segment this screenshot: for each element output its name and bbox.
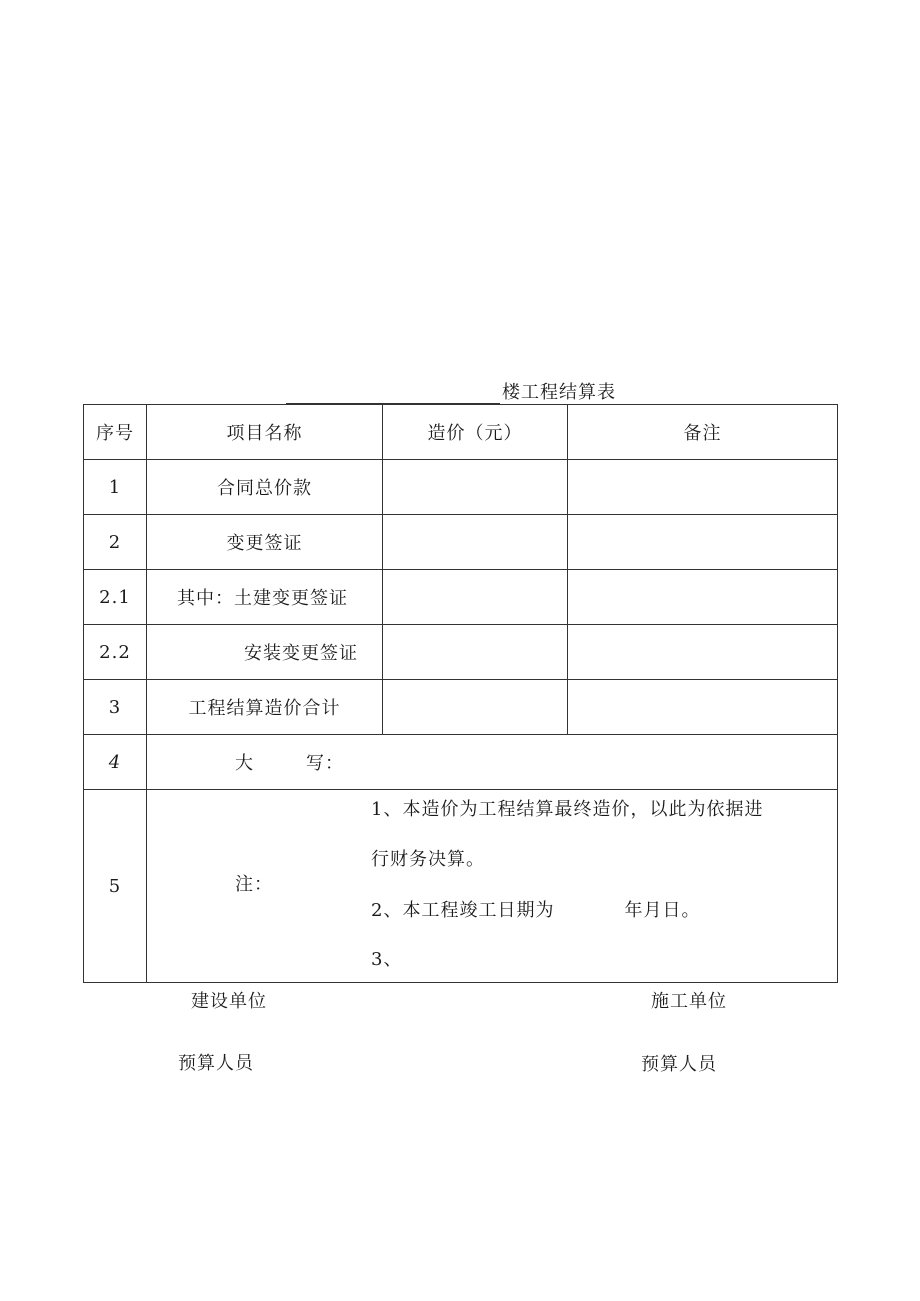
- row-seq: 2.1: [84, 570, 147, 625]
- row-seq: 2.2: [84, 625, 147, 680]
- row-cost-cell[interactable]: [383, 460, 568, 515]
- notes-seq: 5: [84, 790, 147, 983]
- title-blank-line: [286, 383, 500, 404]
- contractor-budget-label: 预算人员: [641, 1054, 717, 1075]
- row-remark-cell[interactable]: [568, 460, 838, 515]
- row-cost-cell[interactable]: [383, 570, 568, 625]
- daxie-seq: 4: [84, 735, 147, 790]
- header-item-name: 项目名称: [147, 405, 383, 460]
- daxie-label-a: 大: [235, 753, 254, 774]
- notes-label: 注：: [235, 874, 273, 895]
- daxie-cell[interactable]: [147, 735, 838, 790]
- header-seq: 序号: [84, 405, 147, 460]
- row-seq: 3: [84, 680, 147, 735]
- row-seq: 1: [84, 460, 147, 515]
- row-cost-cell[interactable]: [383, 680, 568, 735]
- row-remark-cell[interactable]: [568, 625, 838, 680]
- row-item-name: 变更签证: [147, 515, 383, 570]
- header-cost: 造价（元）: [383, 405, 568, 460]
- notes-row: [84, 790, 838, 983]
- note-line-2: 行财务决算。: [371, 849, 485, 870]
- client-budget-label: 预算人员: [178, 1053, 254, 1074]
- row-cost-cell[interactable]: [383, 515, 568, 570]
- note-line-3-b: 年月日。: [624, 900, 701, 921]
- note-line-1: 1、本造价为工程结算最终造价，以此为依据进: [371, 799, 764, 820]
- row-item-name: 其中：土建变更签证: [147, 570, 383, 625]
- table-row: [84, 625, 838, 680]
- header-remark: 备注: [568, 405, 838, 460]
- row-cost-cell[interactable]: [383, 625, 568, 680]
- title-text: 楼工程结算表: [502, 382, 616, 403]
- note-line-3: [371, 896, 700, 922]
- settlement-table: [83, 404, 838, 983]
- row-remark-cell[interactable]: [568, 680, 838, 735]
- row-seq: 2: [84, 515, 147, 570]
- contractor-unit-label: 施工单位: [651, 991, 727, 1012]
- table-row: [84, 460, 838, 515]
- notes-cell: [147, 790, 838, 983]
- table-row: [84, 680, 838, 735]
- note-line-3-a: 2、本工程竣工日期为: [371, 900, 555, 921]
- daxie-label-b: 写：: [306, 753, 344, 774]
- table-row: [84, 515, 838, 570]
- row-item-name: 工程结算造价合计: [147, 680, 383, 735]
- table-row: [84, 570, 838, 625]
- daxie-row: [84, 735, 838, 790]
- note-line-4: 3、: [371, 949, 403, 970]
- document-title: [286, 380, 616, 404]
- row-item-name: 合同总价款: [147, 460, 383, 515]
- row-remark-cell[interactable]: [568, 515, 838, 570]
- row-remark-cell[interactable]: [568, 570, 838, 625]
- table-header-row: [84, 405, 838, 460]
- row-item-name: 安装变更签证: [147, 625, 383, 680]
- client-unit-label: 建设单位: [191, 991, 267, 1012]
